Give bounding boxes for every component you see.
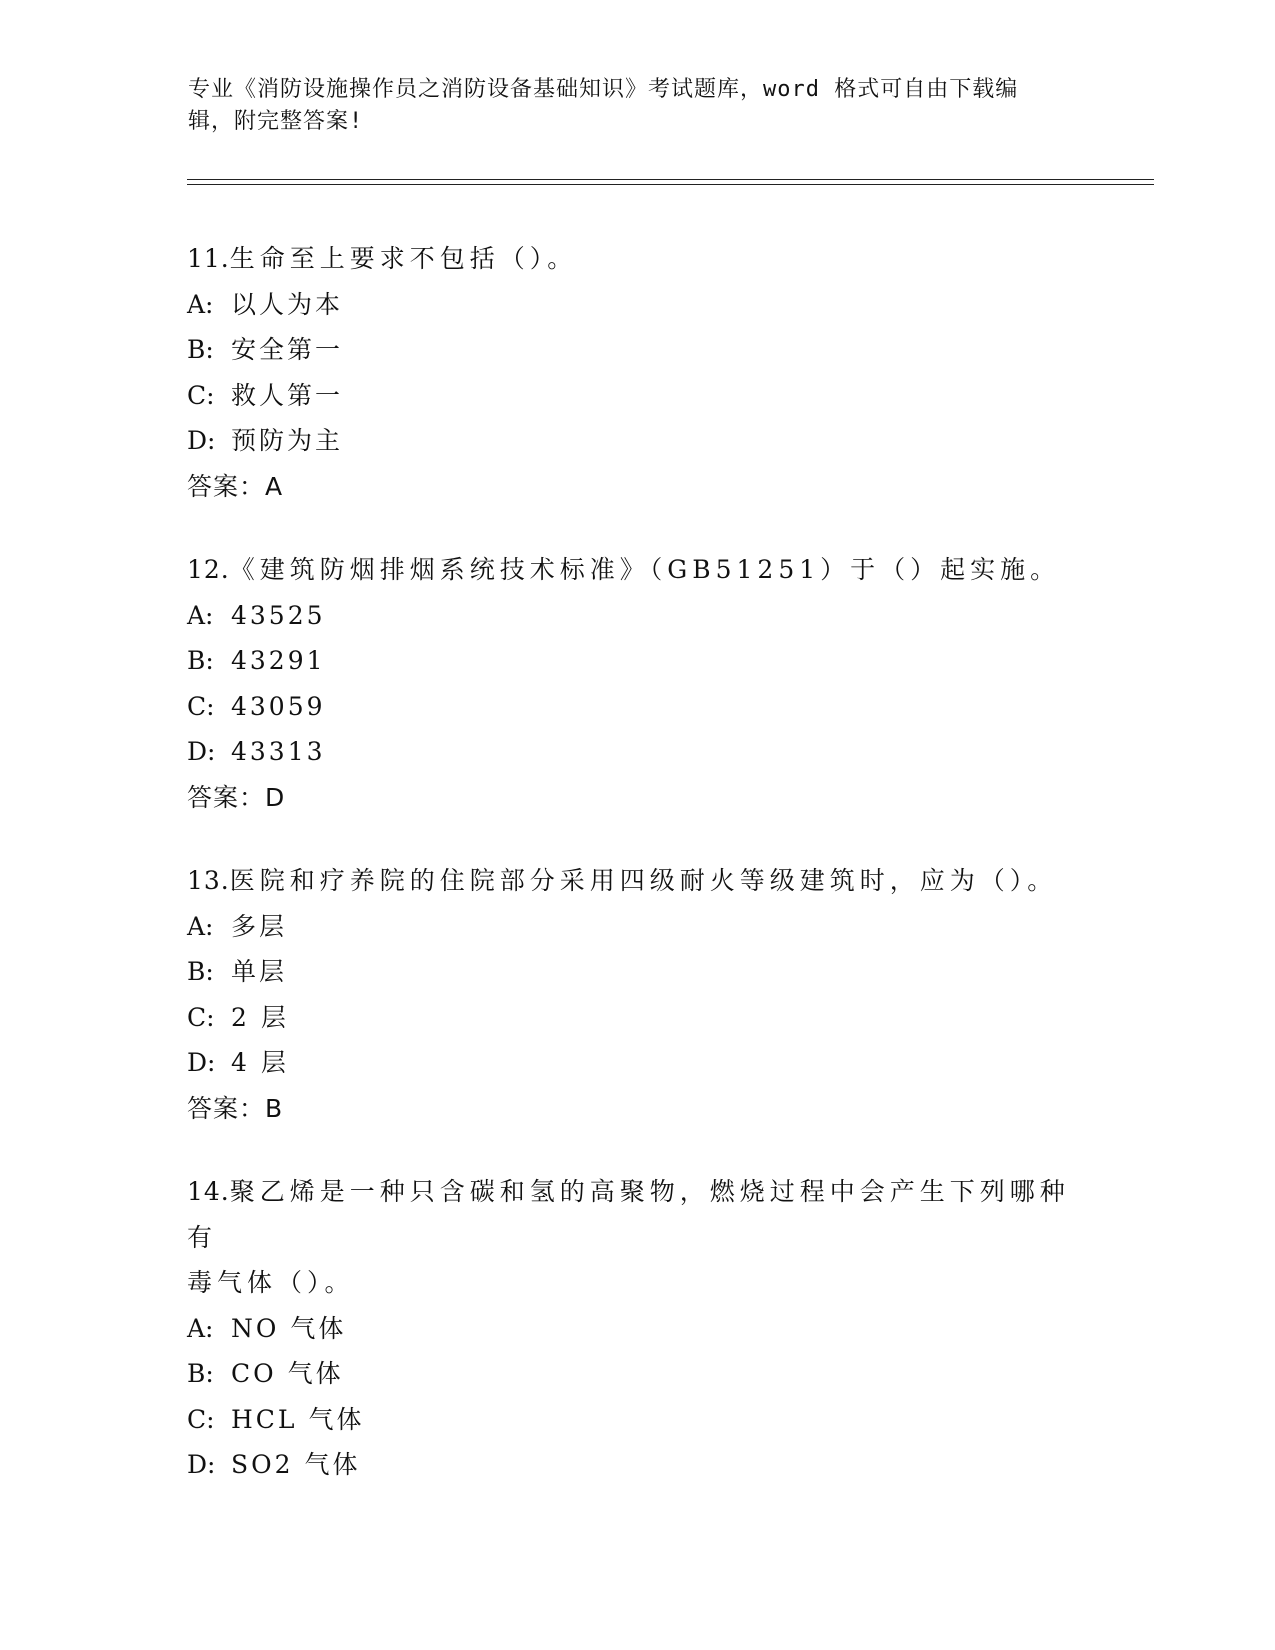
option-b [187, 638, 1087, 684]
answer-line: 答案：A [187, 471, 284, 501]
question-list [187, 236, 1087, 1526]
question-text: 聚乙烯是一种只含碳和氢的高聚物，燃烧过程中会产生下列哪种有 [187, 1177, 1070, 1252]
option-text: 43313 [231, 737, 326, 766]
question-stem [187, 858, 1087, 904]
option-letter: A: [187, 289, 214, 319]
option-d [187, 1442, 1087, 1488]
option-letter: B: [187, 957, 214, 986]
option-a [187, 593, 1087, 639]
option-b [187, 327, 1087, 373]
option-text: 2 层 [231, 1002, 289, 1032]
option-text: 救人第一 [231, 380, 344, 410]
option-b [187, 949, 1087, 995]
option-text: HCL 气体 [231, 1404, 365, 1434]
option-letter: C: [187, 1002, 215, 1032]
question-number: 12. [187, 555, 230, 584]
option-letter: D: [187, 1450, 216, 1479]
option-d [187, 1040, 1087, 1086]
answer-line: 答案：B [187, 1093, 284, 1123]
option-text: SO2 气体 [231, 1450, 361, 1479]
option-text: 安全第一 [231, 335, 344, 364]
option-text: CO 气体 [231, 1359, 344, 1388]
document-header [188, 74, 1068, 138]
option-c [187, 1397, 1087, 1443]
question-13 [187, 858, 1087, 1131]
question-stem [187, 547, 1087, 593]
option-letter: B: [187, 1359, 214, 1388]
header-line-1: 专业《消防设施操作员之消防设备基础知识》考试题库，word 格式可自由下载编 [188, 77, 1019, 102]
question-number: 11. [187, 244, 230, 273]
question-stem [187, 1169, 1087, 1260]
option-text: 多层 [231, 911, 288, 941]
option-text: 43059 [231, 691, 326, 721]
question-text: 《建筑防烟排烟系统技术标准》（GB51251）于（）起实施。 [229, 555, 1061, 584]
question-number: 14. [187, 1177, 230, 1206]
option-text: 单层 [231, 957, 288, 986]
option-b [187, 1351, 1087, 1397]
option-letter: C: [187, 691, 215, 721]
option-a [187, 904, 1087, 950]
question-11 [187, 236, 1087, 509]
question-stem-continued: 毒气体（）。 [187, 1268, 355, 1297]
option-a [187, 282, 1087, 328]
option-letter: A: [187, 1313, 214, 1343]
option-letter: A: [187, 911, 214, 941]
question-text: 医院和疗养院的住院部分采用四级耐火等级建筑时，应为（）。 [229, 866, 1058, 895]
option-text: 预防为主 [231, 426, 344, 455]
option-letter: B: [187, 646, 214, 675]
option-d [187, 418, 1087, 464]
question-14 [187, 1169, 1087, 1488]
question-stem [187, 236, 1087, 282]
question-12 [187, 547, 1087, 820]
option-letter: A: [187, 600, 214, 630]
option-d [187, 729, 1087, 775]
option-text: 4 层 [231, 1048, 289, 1077]
option-c [187, 995, 1087, 1041]
answer-line: 答案：D [187, 782, 286, 812]
option-letter: D: [187, 1048, 216, 1077]
option-text: 以人为本 [231, 289, 344, 319]
option-text: 43525 [231, 600, 326, 630]
option-text: 43291 [231, 646, 326, 675]
option-letter: B: [187, 335, 214, 364]
question-text: 生命至上要求不包括（）。 [229, 244, 578, 273]
header-line-2: 辑，附完整答案! [188, 109, 364, 134]
option-a [187, 1306, 1087, 1352]
option-letter: D: [187, 737, 216, 766]
header-divider-top [187, 179, 1154, 180]
option-c [187, 684, 1087, 730]
header-divider-bottom [187, 184, 1154, 185]
option-text: NO 气体 [231, 1313, 347, 1343]
option-letter: C: [187, 380, 215, 410]
option-letter: C: [187, 1404, 215, 1434]
question-number: 13. [187, 866, 230, 895]
option-c [187, 373, 1087, 419]
option-letter: D: [187, 426, 216, 455]
